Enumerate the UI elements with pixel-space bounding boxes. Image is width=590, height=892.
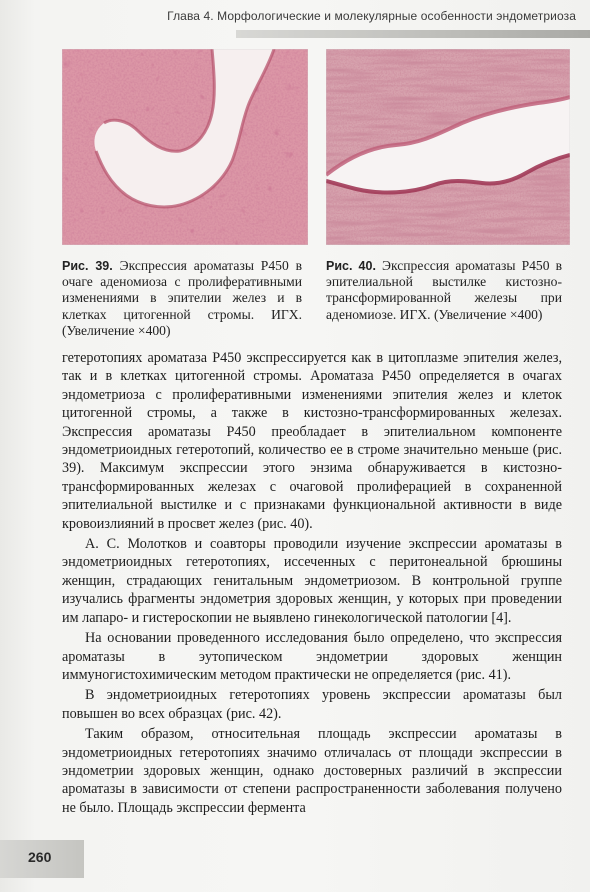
paragraph-conclusion: Таким образом, относительная площадь экспрессии ароматазы в эндометриоидных гетеротопиях значимо отличалась от площади экспрессии в эндометрии здоровых женщин, однако достоверных различий в экспрессии ароматазы в зависимости от степени распространенности заболевания получено не было. Площадь экспрессии фермента [62, 726, 562, 816]
figure-40-label: Рис. 40. [326, 259, 376, 273]
figure-40-caption-text: Экспрессия ароматазы Р450 в эпителиальной выстилке кистозно-трансформированной железы при аденомиозе. ИГХ. (Увеличение ×400) [326, 258, 562, 322]
figure-39-micrograph [62, 49, 308, 245]
figure-40-micrograph [326, 49, 570, 245]
figure-40-caption [326, 258, 562, 323]
page-number: 260 [28, 849, 52, 865]
figure-39-caption [62, 258, 302, 339]
paragraph-healthy-endometrium: На основании проведенного исследования было определено, что экспрессия ароматазы в эутопическом эндометрии здоровых женщин иммуногистохимическим методом практически не определяется (рис. 41). [62, 630, 562, 683]
figure-39-caption-text: Экспрессия ароматазы Р450 в очаге аденомиоза с пролиферативными изменениями в эпителии желез и в клетках цитогенной стромы. ИГХ. (Увеличение ×400) [62, 258, 302, 338]
figure-39-label: Рис. 39. [62, 259, 113, 273]
running-head [0, 0, 590, 36]
paragraph-molotkov: А. С. Молотков и соавторы проводили изучение экспрессии ароматазы в эндометриоидных гетеротопиях, иссеченных с перитонеальной брюшины женщин, страдающих генитальным эндометриозом. В контрольной группе изучались фрагменты эндометрия здоровых женщин, у которых при проведении им лапаро- и гистероскопии не выявлено гинекологической патологии [4]. [62, 536, 562, 626]
paragraph-continuation: гетеротопиях ароматаза Р450 экспрессируется как в цитоплазме эпителия желез, так и в клетках цитогенной стромы. Ароматаза Р450 определяется в очагах эндометриоза с пролиферативными изменениями эпителия желез и клеток цитогенной стромы, а также в кистозно-трансформированных железах. Экспрессия ароматазы Р450 преобладает в эпителиальном компоненте эндометриоидных гетеротопий, количество ее в строме значительно меньше (рис. 39). Максимум экспрессии этого энзима обнаруживается в кистозно-трансформированных железах с очаговой пролиферацией в сохраненной эпителиальной выстилке и с признаками функциональной активности в виде кровоизлияний в просвет желез (рис. 40). [62, 350, 562, 532]
page-number-tab [0, 840, 84, 878]
header-rule [236, 30, 590, 38]
chapter-title: Глава 4. Морфологические и молекулярные особенности эндометриоза [167, 9, 576, 23]
body-text [62, 349, 562, 817]
paragraph-heterotopia-level: В эндометриоидных гетеротопиях уровень экспрессии ароматазы был повышен во всех образцах (рис. 42). [62, 687, 562, 722]
